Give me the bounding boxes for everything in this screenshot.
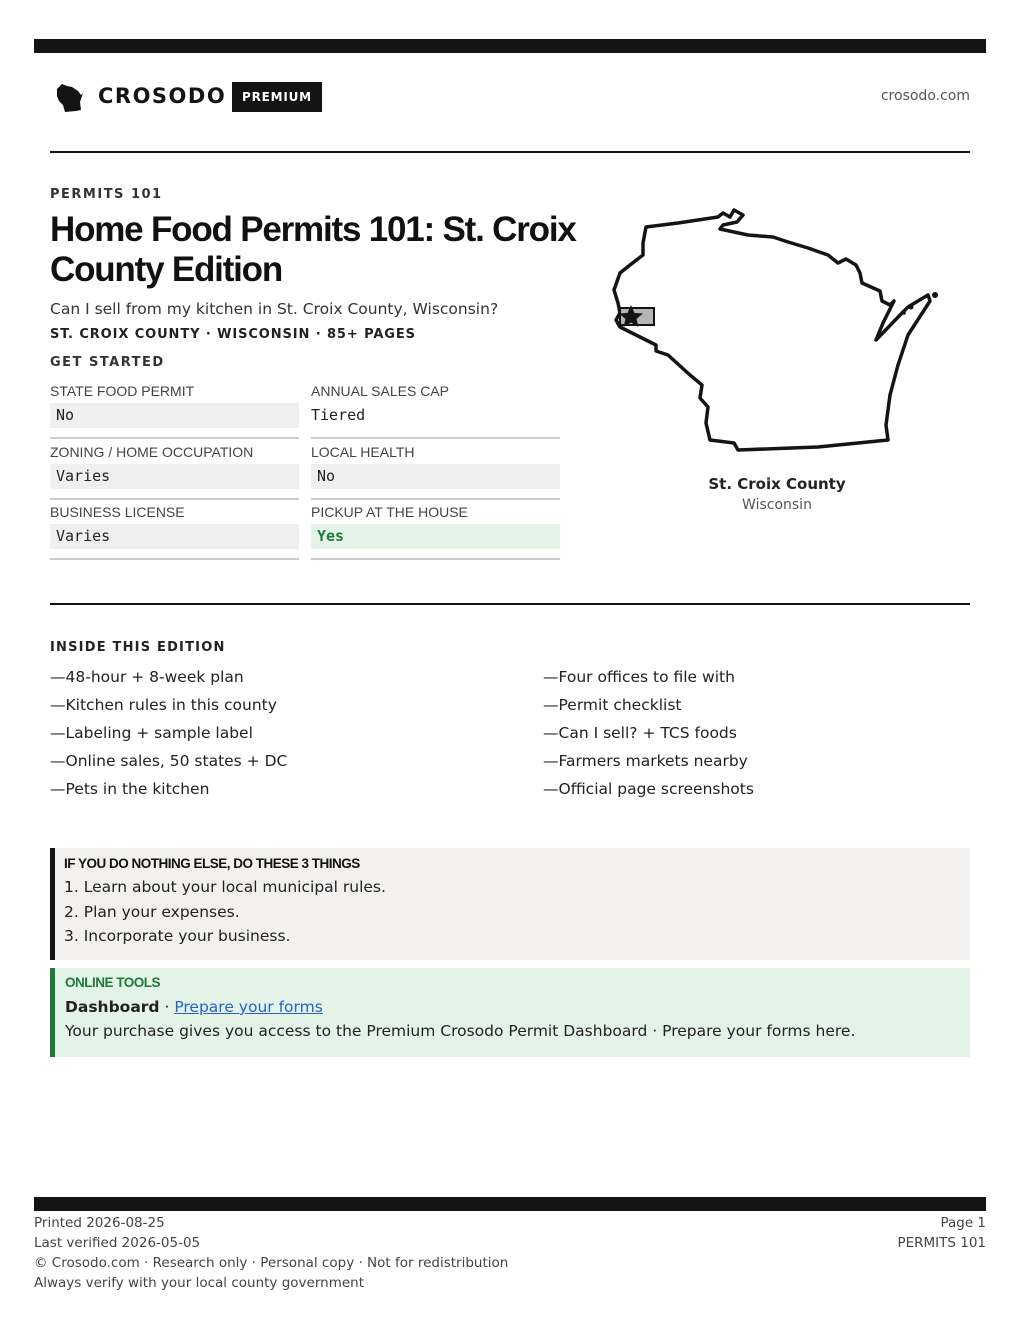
list-item: —Official page screenshots — [543, 780, 754, 798]
footer-section: PERMITS 101 — [897, 1235, 986, 1251]
three-things-callout — [50, 848, 970, 960]
list-item: —Online sales, 50 states + DC — [50, 752, 288, 770]
wisconsin-map — [598, 195, 958, 465]
bottom-rule-bar — [34, 1197, 986, 1211]
summary-cell-zoning — [50, 442, 299, 500]
summary-cell-annual-sales-cap — [311, 381, 560, 439]
header-divider — [50, 151, 970, 153]
list-item: —Can I sell? + TCS foods — [543, 724, 737, 742]
page-subtitle: Can I sell from my kitchen in St. Croix County, Wisconsin? — [50, 300, 499, 318]
summary-label: PICKUP AT THE HOUSE — [311, 504, 468, 520]
header — [50, 78, 970, 118]
wisconsin-outline — [614, 210, 930, 450]
tools-links-row — [65, 996, 970, 1018]
list-item: —48-hour + 8-week plan — [50, 668, 244, 686]
list-item: —Kitchen rules in this county — [50, 696, 277, 714]
summary-value: Varies — [50, 464, 299, 489]
wisconsin-logo-icon — [54, 80, 86, 116]
summary-label: ANNUAL SALES CAP — [311, 383, 449, 399]
map-state-label: Wisconsin — [742, 497, 812, 513]
summary-cell-pickup — [311, 502, 560, 560]
summary-label: ZONING / HOME OCCUPATION — [50, 444, 254, 460]
site-url-link[interactable]: crosodo.com — [880, 88, 970, 104]
copyright-notice: © Crosodo.com · Research only · Personal copy · Not for redistribution — [34, 1255, 509, 1271]
summary-label: BUSINESS LICENSE — [50, 504, 185, 520]
list-item: —Labeling + sample label — [50, 724, 253, 742]
summary-cell-business-license — [50, 502, 299, 560]
inside-list-left — [50, 666, 470, 806]
brand-name[interactable]: CROSODO — [98, 84, 227, 108]
tools-title: ONLINE TOOLS — [65, 975, 161, 990]
map-county-label: St. Croix County — [708, 475, 846, 493]
footer-right — [897, 1213, 986, 1253]
summary-value: No — [311, 464, 560, 489]
tools-separator: · — [159, 998, 175, 1016]
summary-label: LOCAL HEALTH — [311, 444, 415, 460]
premium-badge: PREMIUM — [232, 82, 322, 112]
footer-left — [34, 1213, 508, 1293]
callout-item: 2. Plan your expenses. — [64, 902, 240, 921]
summary-value: Yes — [311, 524, 560, 549]
printed-date: Printed 2026-08-25 — [34, 1215, 165, 1231]
summary-label: STATE FOOD PERMIT — [50, 383, 195, 399]
top-rule-bar — [34, 39, 986, 53]
edition-meta: ST. CROIX COUNTY · WISCONSIN · 85+ PAGES — [50, 327, 416, 342]
page-title: Home Food Permits 101: St. Croix County Edition — [50, 210, 576, 289]
inside-list-right — [543, 666, 963, 806]
section-kicker: PERMITS 101 — [50, 187, 163, 202]
dashboard-label[interactable]: Dashboard — [65, 998, 160, 1016]
tools-description: Your purchase gives you access to the Premium Crosodo Permit Dashboard · Prepare your forms here. — [65, 1022, 856, 1040]
get-started-heading: GET STARTED — [50, 355, 165, 370]
callout-item: 1. Learn about your local municipal rules. — [64, 878, 386, 896]
list-item: —Pets in the kitchen — [50, 780, 210, 798]
list-item: —Permit checklist — [543, 696, 682, 714]
disclaimer: Always verify with your local county government — [34, 1275, 364, 1291]
verified-date: Last verified 2026-05-05 — [34, 1235, 201, 1251]
summary-value: Tiered — [311, 406, 366, 424]
summary-cell-state-food-permit — [50, 381, 299, 439]
section-divider — [50, 603, 970, 605]
list-item: —Four offices to file with — [543, 668, 735, 686]
inside-edition-heading: INSIDE THIS EDITION — [50, 640, 226, 655]
list-item: —Farmers markets nearby — [543, 752, 748, 770]
callout-title: IF YOU DO NOTHING ELSE, DO THESE 3 THINGS — [64, 856, 360, 871]
callout-item: 3. Incorporate your business. — [64, 927, 291, 945]
summary-value: No — [50, 403, 299, 428]
page-number: Page 1 — [940, 1215, 986, 1231]
summary-value: Varies — [50, 524, 299, 549]
prepare-forms-link[interactable]: Prepare your forms — [174, 998, 323, 1016]
permit-summary-grid — [50, 381, 559, 561]
summary-cell-local-health — [311, 442, 560, 500]
online-tools-box — [50, 968, 970, 1057]
